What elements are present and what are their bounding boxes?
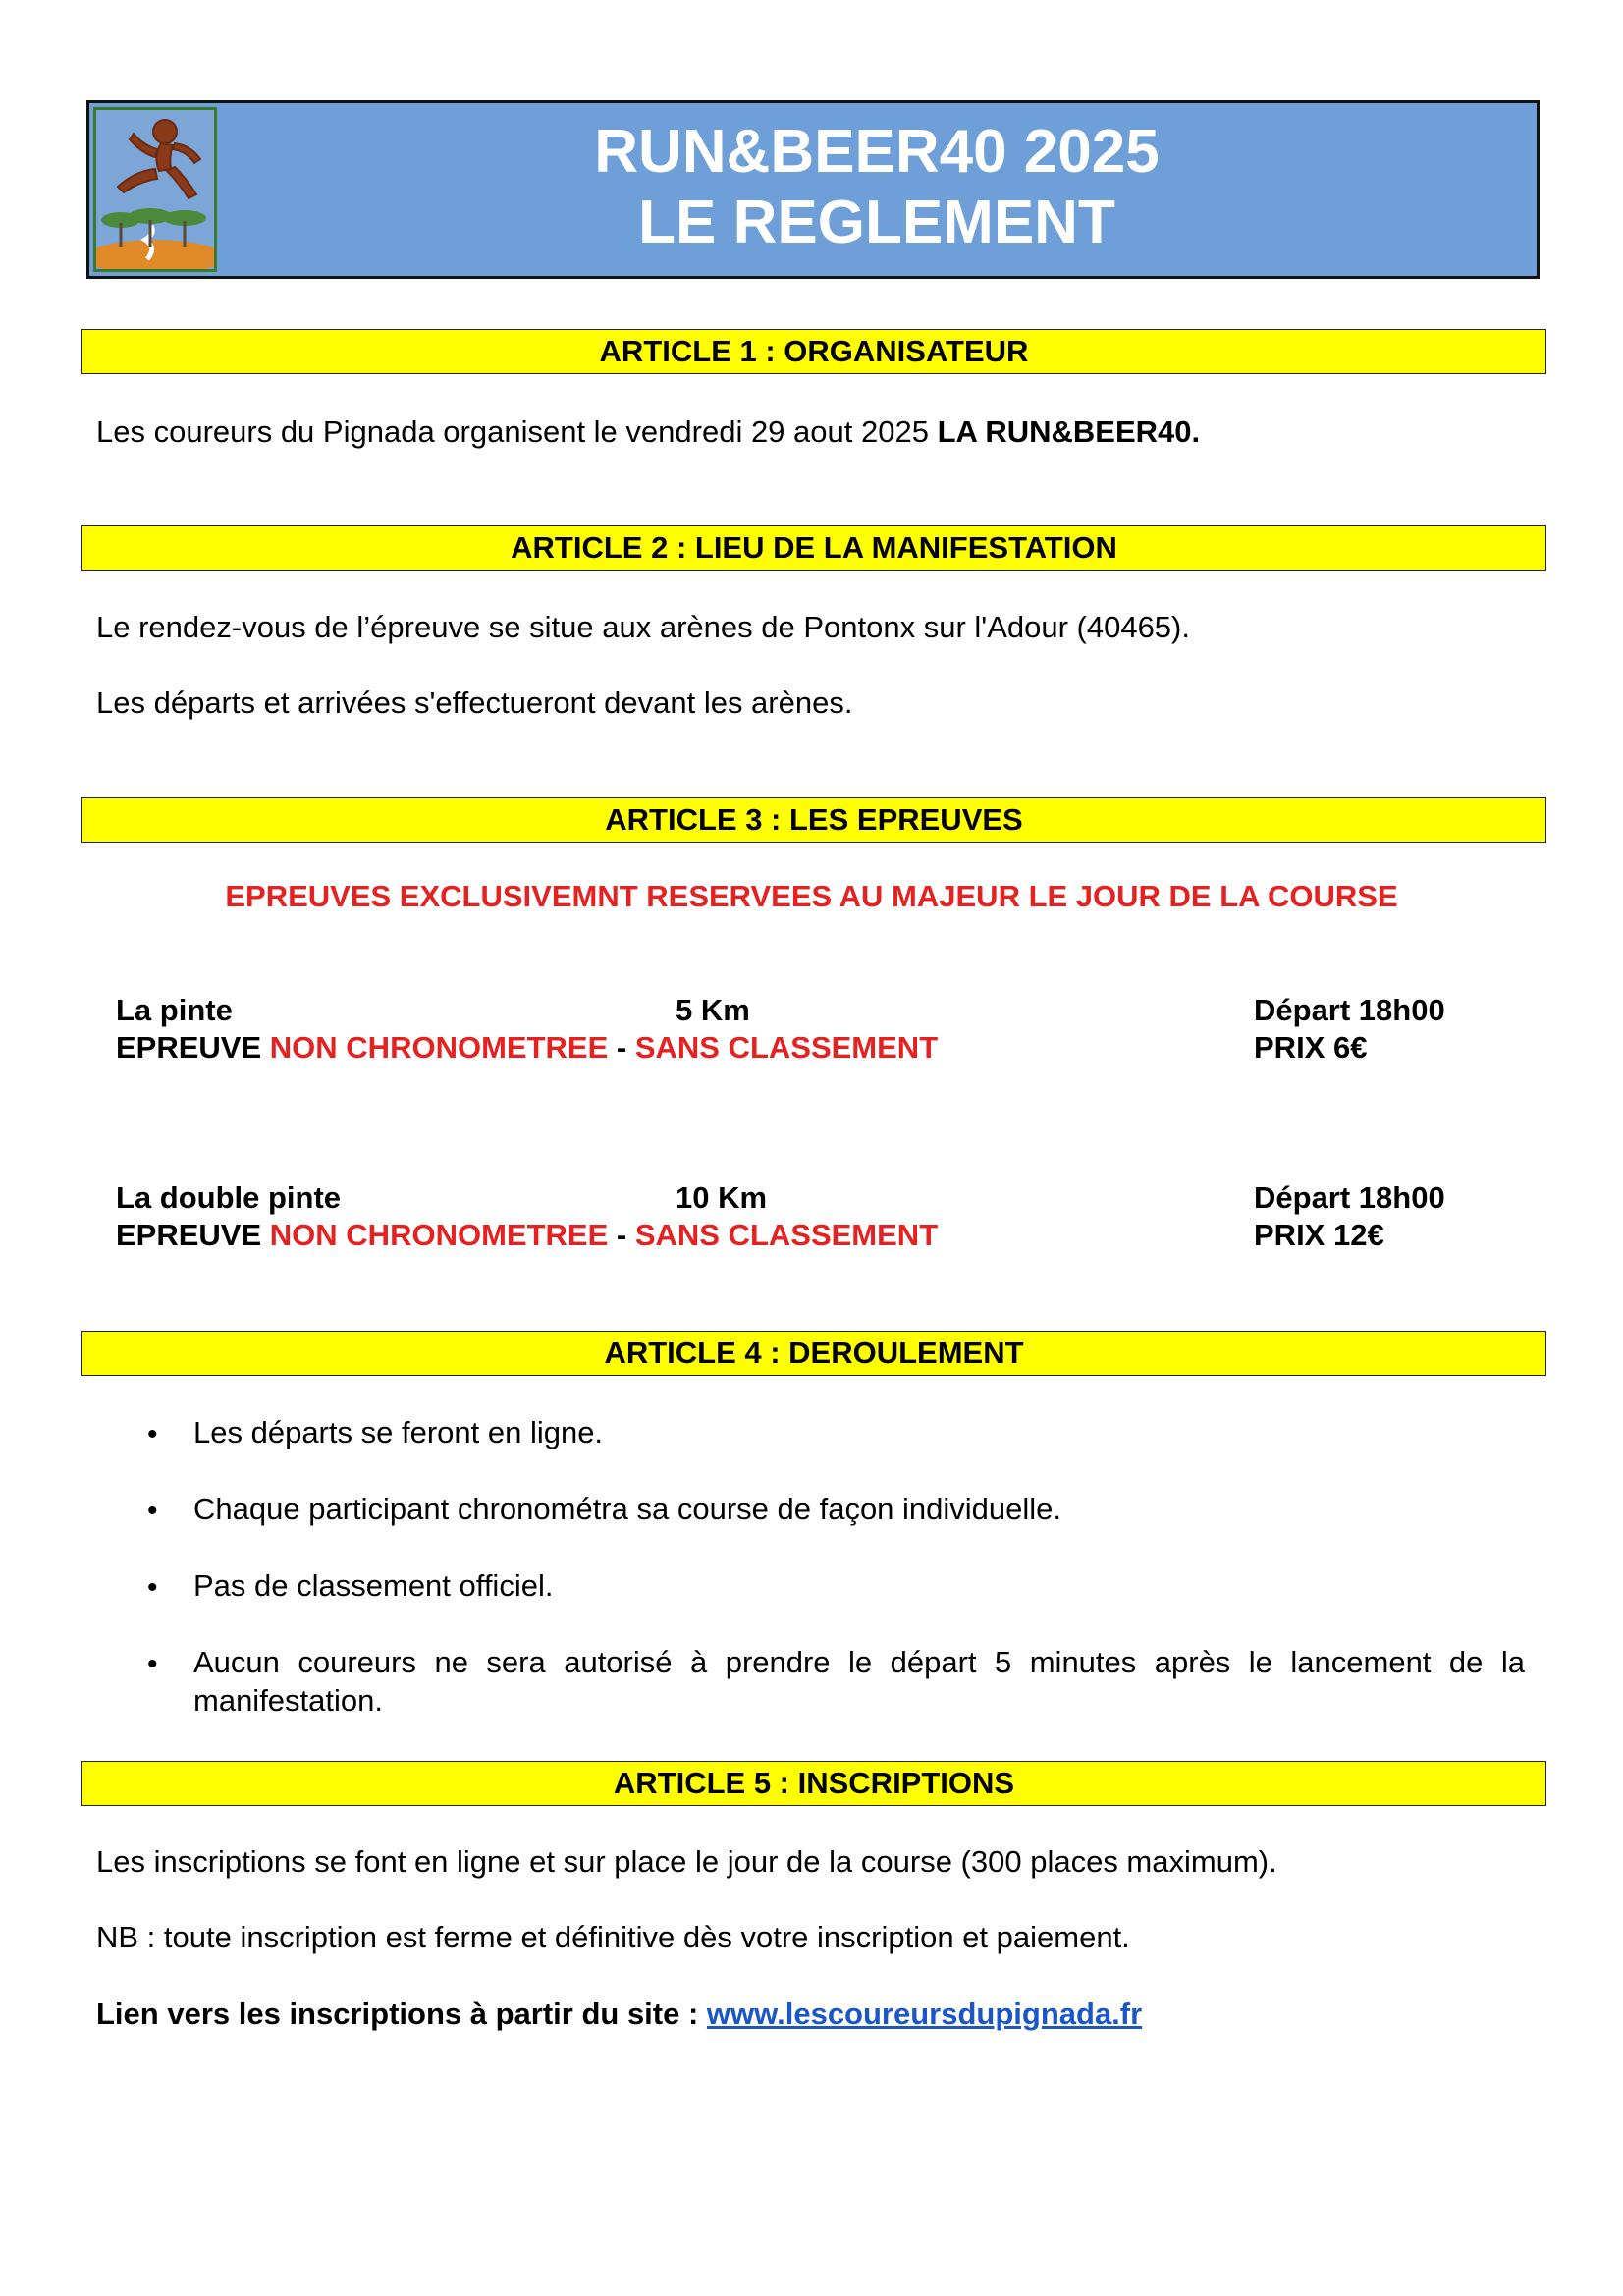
article3-heading: ARTICLE 3 : LES EPREUVES <box>81 797 1546 843</box>
runner-logo <box>93 107 217 272</box>
registration-link-line <box>96 1995 1142 2033</box>
runner-logo-graphic <box>96 110 214 269</box>
rule-item-1: Les départs se feront en ligne. <box>193 1415 604 1449</box>
article2-line2: Les départs et arrivées s'effectueront devant les arènes. <box>96 685 853 720</box>
race1-price: PRIX 6€ <box>1254 1030 1368 1065</box>
title-banner <box>86 100 1540 279</box>
article1-text <box>96 413 1200 451</box>
article2-heading: ARTICLE 2 : LIEU DE LA MANIFESTATION <box>81 525 1546 571</box>
race1-conditions <box>116 1029 938 1066</box>
race1-sans-classement: SANS CLASSEMENT <box>634 1030 939 1065</box>
article5-heading: ARTICLE 5 : INSCRIPTIONS <box>81 1761 1546 1806</box>
article5-line2: NB : toute inscription est ferme et définitive dès votre inscription et paiement. <box>96 1920 1130 1954</box>
rule-item-4-continued: manifestation. <box>193 1683 383 1718</box>
page-title-line2: LE REGLEMENT <box>638 189 1115 256</box>
rule-item-2: Chaque participant chronométra sa course de façon individuelle. <box>193 1492 1062 1526</box>
article1-heading: ARTICLE 1 : ORGANISATEUR <box>81 329 1546 374</box>
bullet-icon: • <box>147 1418 158 1450</box>
article1-text-bold: LA RUN&BEER40. <box>937 414 1201 449</box>
article5-line1: Les inscriptions se font en ligne et sur place le jour de la course (300 places maximum). <box>96 1844 1277 1879</box>
race2-epreuve: EPREUVE <box>116 1218 262 1252</box>
bullet-icon: • <box>147 1648 158 1680</box>
registration-link-label: Lien vers les inscriptions à partir du site : <box>96 1996 707 2031</box>
article2-line1: Le rendez-vous de l’épreuve se situe aux arènes de Pontonx sur l'Adour (40465). <box>96 610 1190 644</box>
race1-start-time: Départ 18h00 <box>1254 993 1445 1027</box>
race2-name: La double pinte <box>116 1180 342 1215</box>
race2-distance: 10 Km <box>676 1180 768 1215</box>
rule-item-4: Aucun coureurs ne sera autorisé à prendre le départ 5 minutes après le lancement de la <box>193 1645 1525 1679</box>
race2-sans-classement: SANS CLASSEMENT <box>634 1218 939 1252</box>
page-title-line1: RUN&BEER40 2025 <box>594 118 1160 186</box>
article4-heading: ARTICLE 4 : DEROULEMENT <box>81 1331 1546 1376</box>
race1-name: La pinte <box>116 993 233 1027</box>
bullet-icon: • <box>147 1571 158 1604</box>
race2-start-time: Départ 18h00 <box>1254 1180 1445 1215</box>
race2-non-chrono: NON CHRONOMETREE <box>269 1218 609 1252</box>
age-notice: EPREUVES EXCLUSIVEMNT RESERVEES AU MAJEUR LE JOUR DE LA COURSE <box>225 879 1398 913</box>
registration-site-link[interactable]: www.lescoureursdupignada.fr <box>706 1996 1143 2031</box>
race1-dash: - <box>616 1030 627 1065</box>
race2-dash: - <box>616 1218 627 1252</box>
rule-item-3: Pas de classement officiel. <box>193 1568 554 1603</box>
race1-epreuve: EPREUVE <box>116 1030 262 1065</box>
article1-text-regular: Les coureurs du Pignada organisent le vendredi 29 aout 2025 <box>96 414 938 449</box>
race2-price: PRIX 12€ <box>1254 1218 1384 1252</box>
race2-conditions <box>116 1217 938 1254</box>
race1-distance: 5 Km <box>676 993 750 1027</box>
bullet-icon: • <box>147 1495 158 1527</box>
race1-non-chrono: NON CHRONOMETREE <box>269 1030 609 1065</box>
